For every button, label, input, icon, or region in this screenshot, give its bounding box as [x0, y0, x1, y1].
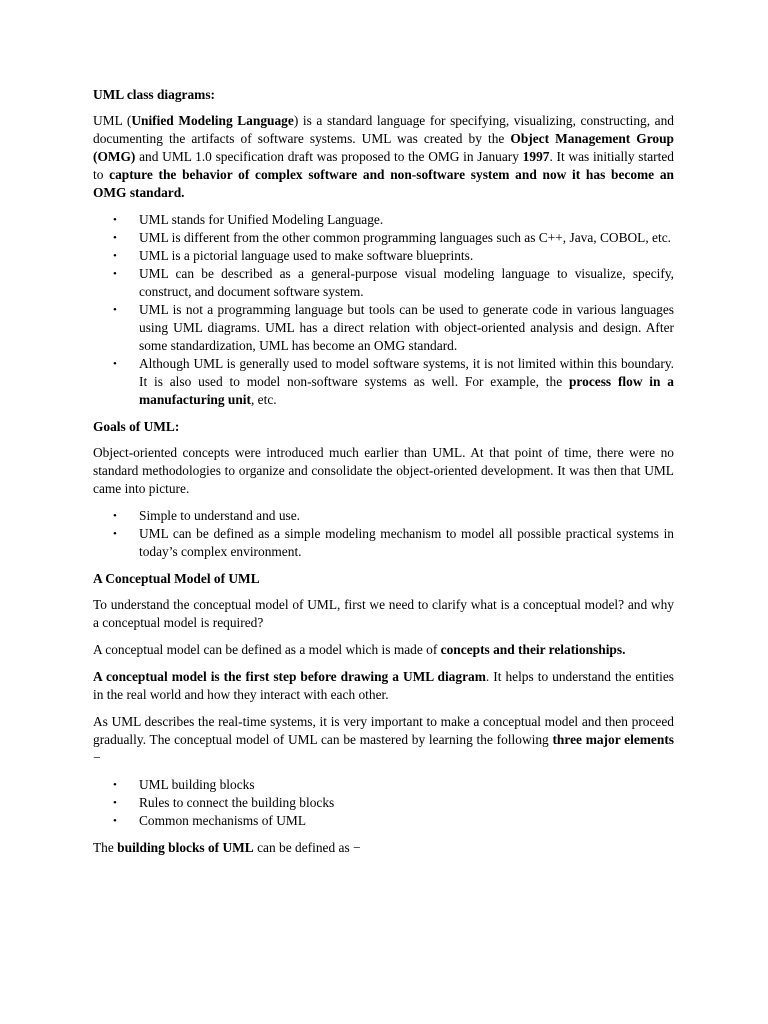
- uml-goals-list: [93, 507, 674, 561]
- list-item: [93, 265, 674, 301]
- list-item: [93, 794, 674, 812]
- text-run: UML building blocks: [139, 777, 255, 792]
- bullet-icon: •: [113, 358, 117, 370]
- bullet-icon: •: [113, 304, 117, 316]
- bullet-icon: •: [113, 232, 117, 244]
- text-run: A conceptual model can be defined as a model which is made of: [93, 642, 441, 657]
- section-heading-goals-of-uml: Goals of UML:: [93, 419, 180, 434]
- bullet-icon: •: [113, 779, 117, 791]
- text-run: . It was initially started to: [93, 149, 675, 182]
- list-item: [93, 525, 674, 561]
- bold-text-run: Object Management Group (OMG): [93, 131, 674, 164]
- paragraph-conceptual-model-question: [93, 596, 674, 632]
- bullet-icon: •: [113, 528, 117, 540]
- paragraph-conceptual-model-definition: [93, 641, 674, 659]
- text-run: , etc.: [250, 392, 277, 407]
- paragraph-building-blocks: [93, 839, 674, 857]
- text-run: As UML describes the real-time systems, it is very important to make a conceptual model and then proceed gradually. The conceptual model of UML can be mastered by learning the following: [93, 714, 674, 747]
- list-item: [93, 507, 674, 525]
- bullet-icon: •: [113, 268, 117, 280]
- bold-text-run: three major elements: [552, 732, 674, 747]
- text-run: ) is a standard language for specifying, visualizing, constructing, and documenting the artifacts of software systems. UML was created by the: [93, 113, 674, 146]
- bold-text-run: process flow in a manufacturing unit: [139, 374, 674, 407]
- paragraph-goals-intro: [93, 444, 674, 498]
- bullet-icon: •: [113, 815, 117, 827]
- text-run: UML (: [93, 113, 132, 128]
- text-run: To understand the conceptual model of UML, first we need to clarify what is a conceptual model? and why a conceptual model is required?: [93, 597, 674, 630]
- list-item: [93, 211, 674, 229]
- text-run: can be defined as −: [253, 840, 361, 855]
- paragraph-uml-intro: [93, 112, 674, 202]
- bold-text-run: building blocks of UML: [117, 840, 254, 855]
- uml-facts-list: [93, 211, 674, 409]
- text-run: UML can be described as a general-purpose visual modeling language to visualize, specify, construct, and document software system.: [139, 266, 674, 299]
- text-run: Object-oriented concepts were introduced much earlier than UML. At that point of time, there were no standard methodologies to organize and consolidate the object-oriented development. It was then that UML came into picture.: [93, 445, 674, 496]
- text-run: Common mechanisms of UML: [139, 813, 306, 828]
- bullet-icon: •: [113, 510, 117, 522]
- text-run: −: [93, 750, 101, 765]
- text-run: Although UML is generally used to model software systems, it is not limited within this boundary. It is also used to model non-software systems as well. For example, the: [139, 356, 674, 389]
- text-run: Simple to understand and use.: [139, 508, 301, 523]
- paragraph-three-major-elements: [93, 713, 674, 767]
- text-run: UML is different from the other common programming languages such as C++, Java, COBOL, etc.: [139, 230, 672, 245]
- text-run: UML is not a programming language but tools can be used to generate code in various languages using UML diagrams. UML has a direct relation with object-oriented analysis and design. After some standardization, UML has become an OMG standard.: [139, 302, 674, 353]
- section-heading-uml-class-diagrams: UML class diagrams:: [93, 87, 215, 102]
- major-elements-list: [93, 776, 674, 830]
- text-run: The: [93, 840, 118, 855]
- list-item: [93, 301, 674, 355]
- list-item: [93, 229, 674, 247]
- bullet-icon: •: [113, 250, 117, 262]
- bold-text-run: 1997: [522, 149, 550, 164]
- paragraph-conceptual-model-first-step: [93, 668, 674, 704]
- list-item: [93, 812, 674, 830]
- text-run: Rules to connect the building blocks: [139, 795, 335, 810]
- document-page: [93, 86, 674, 866]
- text-run: . It helps to understand the entities in the real world and how they interact with each other.: [93, 669, 674, 702]
- bullet-icon: •: [113, 214, 117, 226]
- list-item: [93, 247, 674, 265]
- text-run: UML stands for Unified Modeling Language.: [139, 212, 384, 227]
- list-item: [93, 776, 674, 794]
- bold-text-run: capture the behavior of complex software and non-software system and now it has become an OMG standard.: [93, 167, 674, 200]
- text-run: and UML 1.0 specification draft was proposed to the OMG in January: [135, 149, 523, 164]
- bullet-icon: •: [113, 797, 117, 809]
- bold-text-run: A conceptual model is the first step before drawing a UML diagram: [93, 669, 486, 684]
- text-run: UML is a pictorial language used to make software blueprints.: [139, 248, 474, 263]
- list-item: [93, 355, 674, 409]
- section-heading-conceptual-model: A Conceptual Model of UML: [93, 571, 260, 586]
- bold-text-run: Unified Modeling Language: [131, 113, 294, 128]
- bold-text-run: concepts and their relationships.: [440, 642, 626, 657]
- text-run: UML can be defined as a simple modeling mechanism to model all possible practical systems in today’s complex environment.: [139, 526, 674, 559]
